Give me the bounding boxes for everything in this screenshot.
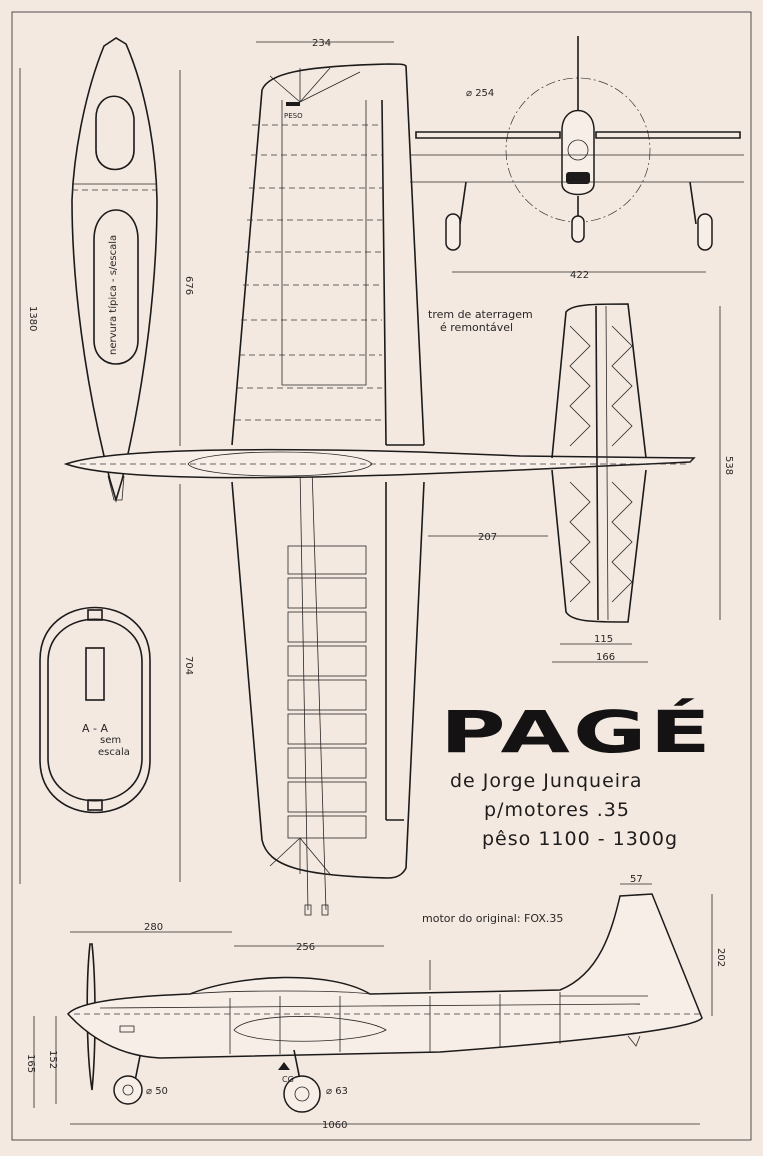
dim-nose-wheel: ⌀ 50 — [146, 1086, 168, 1097]
dim-wing-chord: 234 — [312, 38, 332, 49]
weight-line: pêso 1100 - 1300g — [482, 828, 679, 850]
dim-prop-diameter: ⌀ 254 — [466, 88, 495, 99]
dim-overall-length: 1380 — [27, 306, 38, 332]
rib-label: nervura típica - s/escala — [108, 234, 119, 355]
dim-tail-span: 538 — [723, 456, 734, 476]
side-view — [68, 894, 702, 1112]
section-scale-2: escala — [98, 747, 130, 758]
dim-nose-to-wing: 280 — [144, 922, 164, 933]
dim-height-1: 165 — [25, 1054, 36, 1074]
dim-main-wheel: ⌀ 63 — [326, 1086, 348, 1097]
section-label: A - A — [82, 722, 109, 735]
dim-fin-top: 57 — [630, 874, 643, 885]
dim-wheel-track: 422 — [570, 270, 590, 281]
dim-wing-le-te: 256 — [296, 942, 316, 953]
dim-wing-to-tail: 207 — [478, 532, 498, 543]
engine-line: p/motores .35 — [484, 799, 630, 821]
original-motor-note: motor do original: FOX.35 — [422, 912, 564, 925]
dim-upper-span: 676 — [183, 276, 194, 296]
author-line: de Jorge Junqueira — [450, 770, 643, 792]
dim-height-2: 152 — [47, 1050, 58, 1070]
dim-fuselage-length: 1060 — [322, 1120, 348, 1131]
section-a-a — [40, 608, 150, 813]
front-view — [410, 36, 744, 250]
plane-name: PAGÉ — [440, 698, 618, 766]
dim-fin-height: 202 — [715, 948, 726, 968]
peso-mark: PESO — [284, 112, 303, 120]
dim-lower-span: 704 — [183, 656, 194, 676]
section-scale-1: sem — [100, 735, 122, 746]
landing-gear-note-1: trem de aterragem — [428, 308, 533, 321]
landing-gear-note-2: é remontável — [440, 321, 514, 334]
cg-mark: CG — [282, 1075, 294, 1084]
dim-stab-chord-1: 115 — [594, 634, 614, 645]
dim-stab-chord-2: 166 — [596, 652, 616, 663]
